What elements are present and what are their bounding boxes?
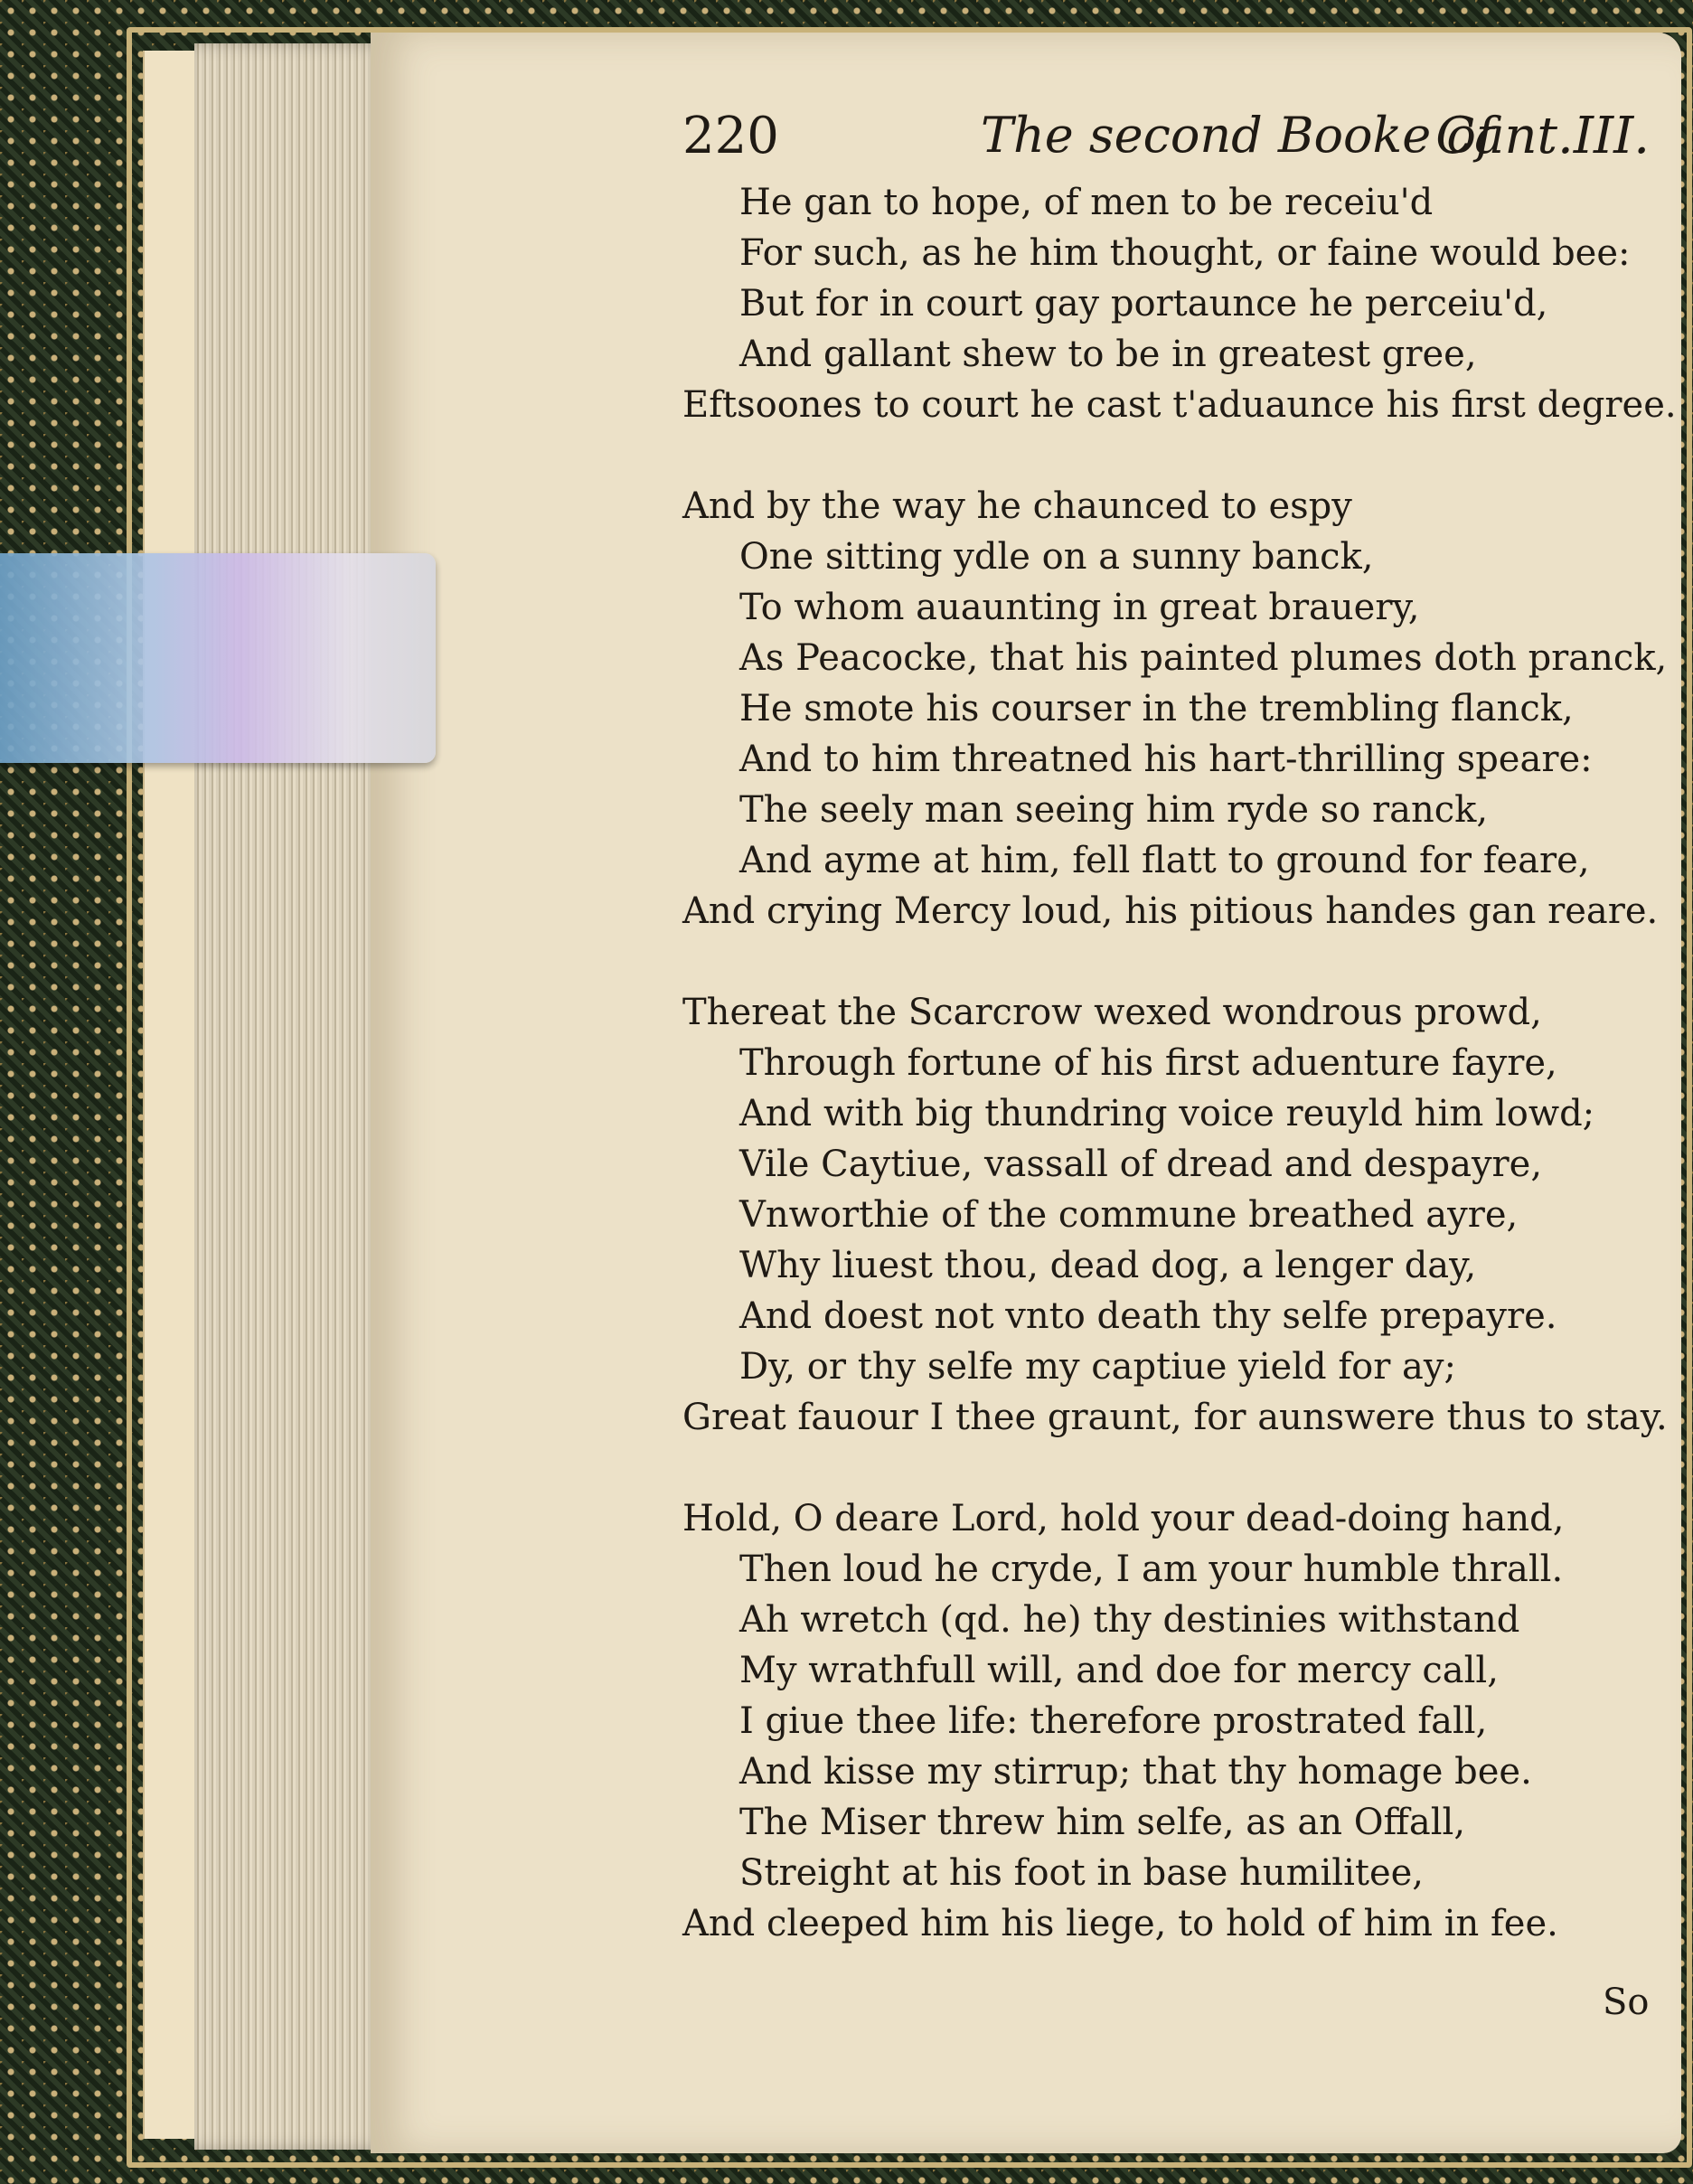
verse-line: And by the way he chaunced to espy	[682, 485, 1352, 527]
verse-line: Vnworthie of the commune breathed ayre,	[739, 1194, 1519, 1236]
stanza-gap	[682, 430, 1659, 481]
catchword: So	[1603, 1982, 1650, 2023]
verse-line: And gallant shew to be in greatest gree,	[739, 334, 1477, 375]
verse-line: As Peacocke, that his painted plumes doth pranck,	[739, 637, 1668, 679]
stanza	[682, 481, 1668, 937]
verse-line: And doest not vnto death thy selfe prepayre.	[739, 1295, 1557, 1337]
verse-line: He smote his courser in the trembling flanck,	[739, 688, 1574, 730]
canto-label: Cant.III.	[1435, 107, 1650, 165]
page-header	[682, 107, 1650, 179]
verse-line: Through fortune of his first aduenture fayre,	[739, 1042, 1557, 1084]
poem-text	[682, 177, 1677, 1949]
verse-line: For such, as he him thought, or faine would bee:	[739, 232, 1631, 274]
verse-line: Ah wretch (qd. he) thy destinies withstand	[739, 1599, 1520, 1641]
verse-line: And to him threatned his hart-thrilling speare:	[739, 739, 1593, 780]
verse-line: The seely man seeing him ryde so ranck,	[739, 789, 1489, 831]
verse-line: Vile Caytiue, vassall of dread and despayre,	[739, 1144, 1543, 1185]
verse-line: I giue thee life: therefore prostrated fall,	[739, 1700, 1488, 1742]
verse-line: Eftsoones to court he cast t'aduaunce his first degree.	[682, 384, 1677, 426]
verse-line: And crying Mercy loud, his pitious handes gan reare.	[682, 890, 1659, 932]
verse-line: Dy, or thy selfe my captiue yield for ay;	[739, 1346, 1456, 1388]
page-number: 220	[682, 107, 779, 165]
stanza-gap	[682, 1443, 1659, 1493]
verse-line: Why liuest thou, dead dog, a lenger day,	[739, 1245, 1477, 1286]
verse-line: But for in court gay portaunce he perceiu'd,	[739, 283, 1548, 325]
verse-line: The Miser threw him selfe, as an Offall,	[739, 1802, 1466, 1843]
verse-line: My wrathfull will, and doe for mercy call,	[739, 1650, 1499, 1691]
stanza-gap	[682, 937, 1659, 987]
bookmark-ribbon	[0, 553, 436, 763]
verse-line: Hold, O deare Lord, hold your dead-doing hand,	[682, 1498, 1565, 1539]
verse-line: Then loud he cryde, I am your humble thrall.	[739, 1549, 1564, 1590]
flyleaf	[143, 51, 199, 2139]
stanza	[682, 1493, 1659, 1949]
verse-line: One sitting ydle on a sunny banck,	[739, 536, 1374, 578]
verse-line: And kisse my stirrup; that thy homage bee.	[739, 1751, 1532, 1793]
verse-line: To whom auaunting in great brauery,	[739, 587, 1420, 628]
verse-line: And cleeped him his liege, to hold of him in fee.	[682, 1903, 1558, 1944]
stanza	[682, 987, 1668, 1443]
page-edges	[194, 43, 389, 2150]
running-title: The second Booke of	[981, 107, 1494, 164]
verse-line: Streight at his foot in base humilitee,	[739, 1852, 1425, 1894]
verse-line: Thereat the Scarcrow wexed wondrous prowd,	[682, 992, 1542, 1033]
verse-line: He gan to hope, of men to be receiu'd	[739, 182, 1434, 223]
verse-line: Great fauour I thee graunt, for aunswere thus to stay.	[682, 1397, 1668, 1438]
verse-line: And ayme at him, fell flatt to ground for feare,	[739, 840, 1590, 881]
verse-line: And with big thundring voice reuyld him lowd;	[739, 1093, 1595, 1134]
stanza	[682, 177, 1677, 430]
